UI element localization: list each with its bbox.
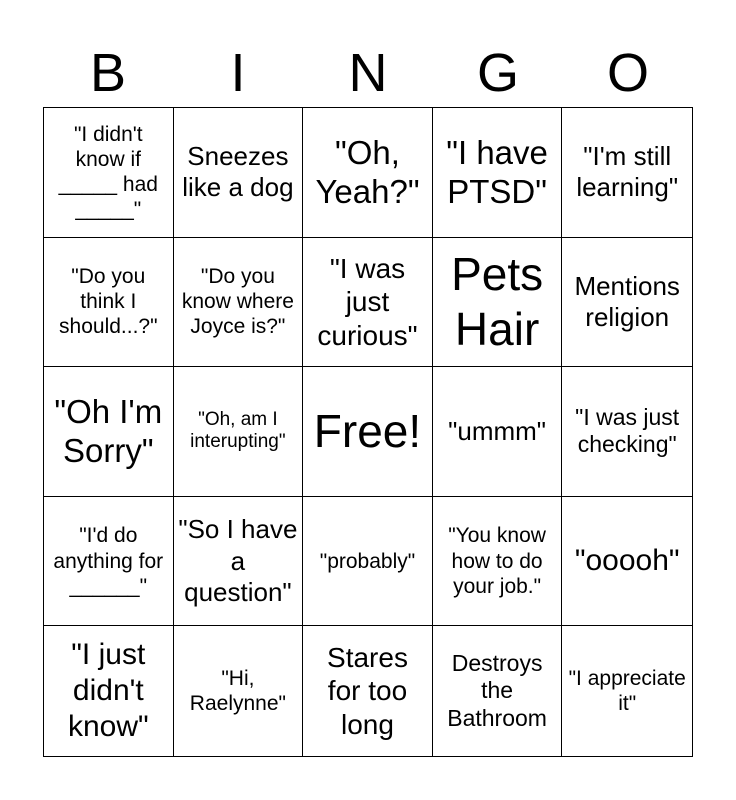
bingo-cell[interactable] — [433, 626, 563, 756]
bingo-cell[interactable] — [433, 367, 563, 497]
bingo-cell-text: "Do you know where Joyce is?" — [181, 265, 294, 339]
header-letter-i: I — [230, 43, 246, 103]
bingo-cell[interactable] — [303, 626, 433, 756]
bingo-cell[interactable] — [174, 626, 304, 756]
bingo-cell[interactable] — [433, 108, 563, 238]
bingo-cell[interactable] — [562, 238, 692, 368]
bingo-cell[interactable] — [562, 367, 692, 497]
bingo-cell[interactable] — [303, 108, 433, 238]
bingo-cell-text: "I'd do anything for ______" — [53, 524, 164, 598]
bingo-cell-text: "I was just checking" — [575, 403, 680, 458]
bingo-cell[interactable] — [433, 497, 563, 627]
bingo-board — [43, 107, 693, 757]
bingo-cell-text: "ooooh" — [574, 544, 680, 578]
bingo-cell-text: Mentions religion — [574, 270, 680, 332]
bingo-cell-text: Free! — [313, 404, 422, 457]
bingo-cell-text: "Do you think I should...?" — [59, 265, 158, 339]
bingo-cell-text: "I didn't know if _____ had _____" — [58, 122, 158, 222]
bingo-cell[interactable] — [174, 108, 304, 238]
bingo-cell[interactable] — [562, 626, 692, 756]
bingo-cell-text: Pets Hair — [451, 247, 544, 355]
bingo-cell[interactable] — [562, 108, 692, 238]
bingo-cell-text: Stares for too long — [327, 641, 408, 740]
bingo-cell-text: "You know how to do your job." — [448, 524, 546, 598]
bingo-cell[interactable] — [174, 497, 304, 627]
bingo-cell-text: "ummm" — [448, 415, 547, 446]
bingo-cell-text: "Oh, am I interupting" — [190, 408, 286, 453]
bingo-cell-text: Destroys the Bathroom — [447, 649, 547, 731]
bingo-cell[interactable] — [44, 108, 174, 238]
bingo-cell[interactable] — [174, 238, 304, 368]
bingo-header — [43, 40, 693, 106]
bingo-cell[interactable] — [44, 367, 174, 497]
bingo-cell-text: "I'm still learning" — [576, 141, 679, 203]
bingo-cell[interactable] — [562, 497, 692, 627]
header-letter-g: G — [476, 43, 519, 103]
header-letter-b: B — [89, 43, 127, 103]
bingo-cell[interactable] — [44, 626, 174, 756]
header-letter-o: O — [606, 43, 649, 103]
bingo-cell[interactable] — [44, 497, 174, 627]
bingo-cell-text: "Hi, Raelynne" — [189, 667, 286, 716]
bingo-cell[interactable] — [303, 238, 433, 368]
bingo-cell-text: "So I have a question" — [178, 514, 298, 607]
bingo-cell[interactable] — [303, 367, 433, 497]
bingo-cell[interactable] — [44, 238, 174, 368]
bingo-cell[interactable] — [433, 238, 563, 368]
bingo-cell-text: "I just didn't know" — [67, 638, 149, 744]
bingo-cell-text: Sneezes like a dog — [182, 141, 294, 203]
bingo-cell-text: "I have PTSD" — [446, 133, 548, 211]
bingo-cell[interactable] — [174, 367, 304, 497]
header-letter-n: N — [348, 43, 388, 103]
bingo-cell-text: "Oh, Yeah?" — [315, 133, 420, 211]
bingo-cell[interactable] — [303, 497, 433, 627]
bingo-cell-text: "Oh I'm Sorry" — [54, 392, 163, 470]
bingo-cell-text: "probably" — [319, 549, 416, 573]
bingo-cell-text: "I was just curious" — [317, 252, 418, 351]
bingo-cell-text: "I appreciate it" — [568, 667, 686, 716]
